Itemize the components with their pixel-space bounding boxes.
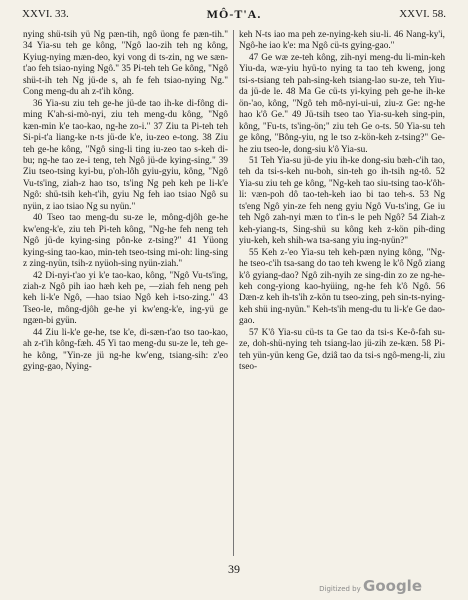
paragraph: 42 Di-nyi-t'ao yi k'e tao-kao, kông, "Ngô Vu-ts'ing, ziah-z Ngô pih iao hæh keh pe, —ziah feh neng peh keh li-k'e Ngô, —hao tsiao Ngô keh i-tso-zing." 43 Tseo-le, mông-djôh ge-he yi kw'eng-k'e, ing-yü ge ngæn-bi gyün.: [23, 270, 228, 327]
two-column-body: [18, 30, 450, 556]
paragraph: 57 K'ô Yia-su cü-ts ta Ge tao da tsi-s Ke-ô-fah su-ze, doh-shü-nying teh tsiang-lao jü-zih ze-kæn. 58 Pi-teh yün-yün keng Ge, dziâ tao da tsi-s ngô-meng-li, ziu tseo-: [239, 327, 445, 373]
watermark-prefix: Digitized by: [319, 585, 361, 593]
paragraph: 47 Ge wæ ze-teh kông, zih-nyi meng-du li-min-keh Yiu-da, wæ-yiu hyü-to nying ta tao teh kweng, jong tsi-s-tsiang teh pah-sing-keh tsiang-lao su-ze, teh Yiu-da jü-de le. 48 Ma Ge cü-ts yi-kying peh ge-he ih-ke ön-'ao, kông, "Ngô teh mô-nyi-ui-ui, ziu-z Ge: ng-he hao k'ô Ge." 49 Jü-tsih tseo tao Yia-su-keh sing-pin, kông, "Fu-ts, ts'ing-ön;" ziu teh Ge o-ts. 50 Yia-su teh ge kông, "Bông-yiu, ng le tso z-kön-keh z-tsing?" Ge-he ziu tseo-le, dong-siu k'ô Yia-su.: [239, 52, 445, 155]
header-title: MÔ-T'A.: [206, 6, 262, 21]
paragraph: 51 Teh Yia-su jü-de yiu ih-ke dong-siu bæh-c'ih tao, teh da tsi-s-keh nu-boh, sin-teh go ih-tsih ng-tô. 52 Yia-su ziu teh ge kông, "Ng-keh tao siu-tsing tao-k'ôh-li: væn-poh dô tao-teh-keh iao bi tao teh-s. 53 Ng ts'eng Ngô yin-ze feh neng gyiu Ngô Vu-ts'ing, Ge iu teh Ngô zah-nyi mæn to t'in-s le peh Ngô? 54 Ziah-z keh-yiang-ts, Sing-shü su kông keh z-kön pih-ding yiu-keh, keh shih-wa tsa-sang yiu ing-nyün?": [239, 155, 445, 247]
paragraph: 40 Tseo tao meng-du su-ze le, mông-djôh ge-he kw'eng-k'e, ziu teh Pi-teh kông, "Ng-he feh neng teh Ngô jü-de kying-sing pôn-ke z-tsing?" 41 Yüong kying-sing tao-kao, min-teh tseo-tsing mi-oh: ling-sing z zing-nyün, tsih-z nyüoh-sing nyün-ziah.": [23, 213, 228, 270]
header-left-ref: XXVI. 33.: [22, 8, 69, 20]
paragraph: 44 Ziu li-k'e ge-he, tse k'e, di-sæn-t'ao tso tao-kao, ah z-t'ih kông-fæh. 45 Yi tao meng-du su-ze le, teh ge-he kông, "Yin-ze jü ng-he kw'eng, tsiang-sih: z'eo gying-gao, Nying-: [23, 327, 228, 373]
paragraph: 55 Keh z-'eo Yia-su teh keh-pæn nying kông, "Ng-he tseo-c'ih tsa-sang do tao teh kweng le k'ô Ngô ziang k'ô gyiang-dao? Ngô zih-nyih ze sing-din zo ze ng-he-keh cong-yiong kao-hyüing, ng-he feh k'ô Ngô. 56 Dæn-z keh ih-ts'ih z-kön tu tseo-zing, peh sin-ts-nying-keh shü ing-nyün." Keh-ts'ih meng-du tu li-k'e Ge dao-gao.: [239, 247, 445, 327]
running-header: [22, 6, 446, 22]
page-number: 39: [228, 562, 240, 576]
paragraph: keh N-ts iao ma peh ze-nying-keh siu-li. 46 Nang-ky'i, Ngô-he iao k'e: ma Ngô cü-ts gying-gao.": [239, 30, 445, 52]
paragraph: 36 Yia-su ziu teh ge-he jü-de tao ih-ke di-fông di-ming K'ah-si-mò-nyi, ziu teh meng-du kông, "Ngô kæn-min k'e tao-kao, ng-he zo-i." 37 Ziu ta Pi-teh teh Si-pi-t'a liang-ke n-ts jü-de k'e, iu-zeo e-tong. 38 Ziu teh ge-he kông, "Ngô sing-li ting iu-zeo tao s-keh di-bu; ng-he tao ze-i teng, teh Ngô jü-de kying-sing." 39 Ziu tseo-tsing kyi-bu, p'oh-lôh gyiu-gyiu, kông, "Ngô Vu-ts'ing, ziah-z hao tso, ts'ing Ng peh keh pe li-k'e Ngô: shü-tsih keh-t'ih, gyiu Ng feh iao tsiao Ngô su nyün, z iao tsiao Ng su nyün.": [23, 98, 228, 212]
left-column: [18, 30, 234, 556]
header-right-ref: XXVI. 58.: [399, 8, 446, 20]
right-column: [234, 30, 450, 556]
digitized-watermark: [319, 577, 422, 595]
paragraph: nying shü-tsih yü Ng pæn-tih, ngô üong fe pæn-tih." 34 Yia-su teh ge kông, "Ngô lao-zih teh ng kông, Kyiug-nying mæn-deo, kyi vong di ts-zin, ng we sæn-t'ao feh tsiao-nying Ngô." 35 Pi-teh teh Ge kông, "Ngô shü-t-ih teh Ng jü-de s, ah fe feh tsiao-nying Ng." Cong meng-du ah z-t'ih kông.: [23, 30, 228, 98]
google-logo: Google: [363, 577, 422, 595]
